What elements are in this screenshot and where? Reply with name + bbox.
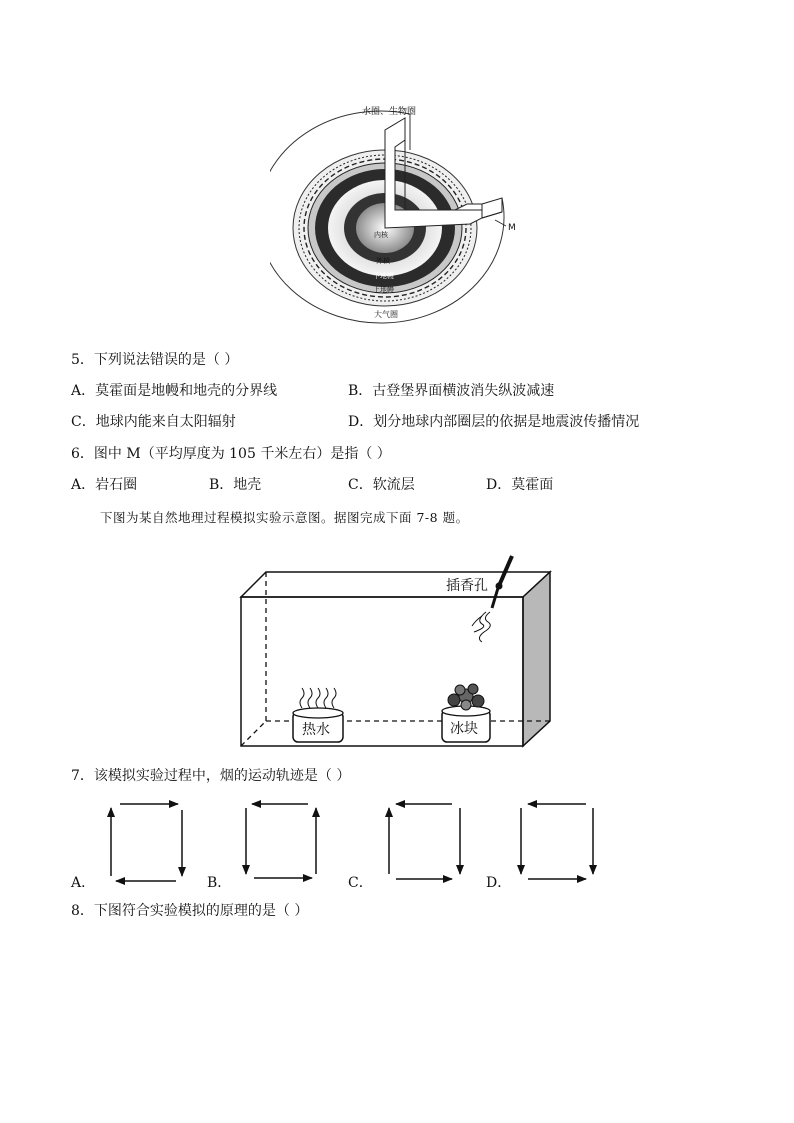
- q7-options-arrows: [96, 796, 706, 892]
- q6-option-d: D．莫霍面: [486, 477, 554, 493]
- q5-option-d: D．划分地球内部圈层的依据是地震波传播情况: [348, 414, 640, 430]
- label-atmosphere: 大气圈: [374, 310, 398, 319]
- ice-label: 冰块: [450, 721, 478, 737]
- earth-structure-diagram: [270, 100, 530, 325]
- q7-option-b: B．: [207, 875, 232, 891]
- intro-caption: 下图为某自然地理过程模拟实验示意图。据图完成下面 7-8 题。: [100, 510, 469, 525]
- q6-option-b: B．地壳: [209, 477, 262, 493]
- q6-stem: 6．图中 M（平均厚度为 105 千米左右）是指（ ）: [71, 446, 391, 462]
- q5-stem: 5．下列说法错误的是（ ）: [71, 352, 239, 368]
- q7-option-a: A．: [71, 875, 96, 891]
- label-m: M: [508, 223, 516, 233]
- q5-option-b: B．古登堡界面横波消失纵波减速: [348, 383, 555, 399]
- label-outer-core: 外核: [376, 257, 390, 265]
- q7-option-a-diagram: [111, 804, 182, 881]
- label-inner-core: 内核: [374, 231, 388, 239]
- label-upper-mantle: 上地幔: [373, 286, 394, 294]
- q5-option-c: C．地球内能来自太阳辐射: [71, 414, 236, 430]
- label-hydrosphere-biosphere: 水圈、生物圈: [362, 107, 417, 117]
- q7-option-d: D．: [486, 875, 512, 891]
- experiment-box-diagram: [236, 550, 556, 752]
- hot-water-label: 热水: [302, 722, 330, 738]
- label-lower-mantle: 下地幔: [373, 272, 394, 280]
- incense-hole-label: 插香孔: [446, 578, 488, 594]
- q6-option-c: C．软流层: [348, 477, 415, 493]
- q6-option-a: A．岩石圈: [71, 477, 138, 493]
- q7-option-b-diagram: [246, 804, 316, 878]
- q8-stem: 8．下图符合实验模拟的原理的是（ ）: [71, 903, 309, 919]
- q7-stem: 7．该模拟实验过程中，烟的运动轨迹是（ ）: [71, 768, 351, 784]
- q7-option-d-diagram: [521, 804, 593, 879]
- q7-option-c: C．: [348, 875, 373, 891]
- q5-option-a: A．莫霍面是地幔和地壳的分界线: [71, 383, 278, 399]
- q7-option-c-diagram: [389, 804, 460, 879]
